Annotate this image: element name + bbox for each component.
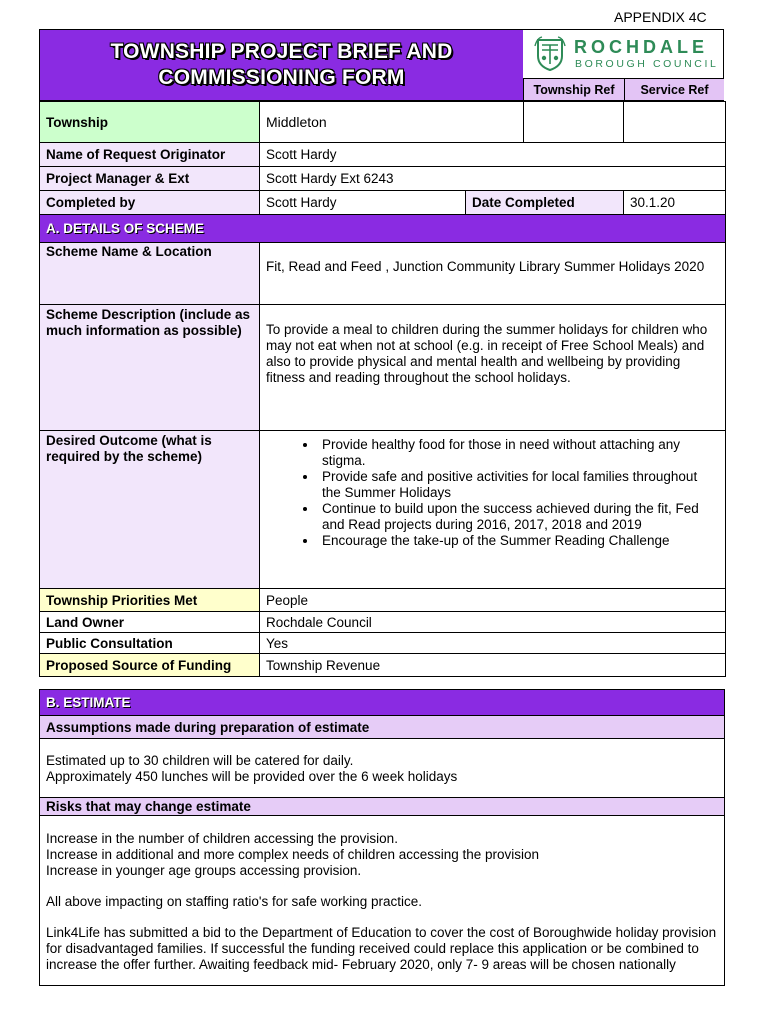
outcome-list-cell bbox=[260, 431, 726, 589]
completed-by-row bbox=[40, 191, 726, 215]
scheme-name-label: Scheme Name & Location bbox=[40, 243, 260, 305]
outcome-label: Desired Outcome (what is required by the scheme) bbox=[40, 431, 260, 589]
risks-paragraph2: All above impacting on staffing ratio's for safe working practice. bbox=[46, 894, 423, 909]
date-completed-value: 30.1.20 bbox=[624, 191, 726, 215]
form-title-line1: TOWNSHIP PROJECT BRIEF AND bbox=[110, 40, 453, 63]
list-item: • Provide healthy food for those in need without attaching any stigma. bbox=[318, 437, 719, 469]
risks-cell bbox=[40, 816, 725, 986]
section-a-heading-row bbox=[40, 215, 726, 243]
assumptions-line2: Approximately 450 lunches will be provided over the 6 week holidays bbox=[46, 769, 458, 784]
originator-row bbox=[40, 143, 726, 167]
priorities-label: Township Priorities Met bbox=[40, 589, 260, 612]
funding-value: Township Revenue bbox=[260, 654, 726, 677]
consultation-value: Yes bbox=[260, 633, 726, 654]
section-b-heading-row bbox=[40, 690, 725, 716]
description-value: To provide a meal to children during the summer holidays for children who may not eat when not at school (e.g. in receipt of Free School Meals) and also to provide physical and mental health and wellbeing by providing fitness and reading throughout the school holidays. bbox=[260, 305, 726, 431]
form-title bbox=[110, 39, 452, 91]
land-owner-row bbox=[40, 612, 726, 633]
logo-name: ROCHDALE bbox=[574, 37, 708, 57]
service-ref-label: Service Ref bbox=[624, 78, 724, 100]
list-item: • Provide safe and positive activities for local families throughout the Summer Holidays bbox=[318, 469, 719, 501]
originator-value: Scott Hardy bbox=[260, 143, 726, 167]
township-row bbox=[40, 102, 726, 143]
township-ref-label: Township Ref bbox=[523, 78, 624, 100]
section-b-heading: B. ESTIMATE bbox=[40, 690, 725, 716]
completed-by-value: Scott Hardy bbox=[260, 191, 466, 215]
outcome-list bbox=[266, 437, 719, 549]
scheme-name-row bbox=[40, 243, 726, 305]
funding-row bbox=[40, 654, 726, 677]
list-item: • Encourage the take-up of the Summer Reading Challenge bbox=[318, 533, 719, 549]
form-header bbox=[39, 29, 724, 101]
manager-row bbox=[40, 167, 726, 191]
risks-line3: Increase in younger age groups accessing provision. bbox=[46, 863, 362, 878]
risks-line1: Increase in the number of children accessing the provision. bbox=[46, 831, 398, 846]
risks-heading: Risks that may change estimate bbox=[40, 798, 725, 816]
manager-label: Project Manager & Ext bbox=[40, 167, 260, 191]
risks-paragraph3: Link4Life has submitted a bid to the Department of Education to cover the cost of Boroughwide holiday provision for disadvantaged families. If successful the funding received could replace this application or be combined to increase the offer further. Awaiting feedback mid- February 2020, only 7- 9 areas will be chosen nationally bbox=[46, 925, 717, 972]
risks-heading-row bbox=[40, 798, 725, 816]
date-completed-label: Date Completed bbox=[466, 191, 624, 215]
form-details-table bbox=[39, 101, 726, 677]
consultation-label: Public Consultation bbox=[40, 633, 260, 654]
priorities-value: People bbox=[260, 589, 726, 612]
title-banner bbox=[40, 30, 523, 100]
land-owner-value: Rochdale Council bbox=[260, 612, 726, 633]
assumptions-cell bbox=[40, 739, 725, 798]
section-a-heading: A. DETAILS OF SCHEME bbox=[40, 215, 726, 243]
assumptions-heading: Assumptions made during preparation of estimate bbox=[40, 716, 725, 739]
appendix-label: APPENDIX 4C bbox=[614, 9, 707, 25]
council-logo bbox=[530, 34, 720, 74]
assumptions-line1: Estimated up to 30 children will be catered for daily. bbox=[46, 753, 354, 768]
rochdale-crest-icon bbox=[534, 36, 566, 72]
scheme-name-value: Fit, Read and Feed , Junction Community Library Summer Holidays 2020 bbox=[260, 243, 726, 305]
funding-label: Proposed Source of Funding bbox=[40, 654, 260, 677]
priorities-row bbox=[40, 589, 726, 612]
assumptions-row bbox=[40, 739, 725, 798]
description-row bbox=[40, 305, 726, 431]
description-label: Scheme Description (include as much information as possible) bbox=[40, 305, 260, 431]
township-label: Township bbox=[40, 102, 260, 143]
assumptions-heading-row bbox=[40, 716, 725, 739]
list-item: • Continue to build upon the success achieved during the fit, Fed and Read projects during 2016, 2017, 2018 and 2019 bbox=[318, 501, 719, 533]
township-ref-value bbox=[524, 102, 624, 143]
logo-subtitle: BOROUGH COUNCIL bbox=[575, 58, 719, 70]
risks-row bbox=[40, 816, 725, 986]
form-title-line2: COMMISSIONING FORM bbox=[158, 66, 405, 89]
manager-value: Scott Hardy Ext 6243 bbox=[260, 167, 726, 191]
estimate-table bbox=[39, 689, 725, 986]
originator-label: Name of Request Originator bbox=[40, 143, 260, 167]
land-owner-label: Land Owner bbox=[40, 612, 260, 633]
completed-by-label: Completed by bbox=[40, 191, 260, 215]
township-value: Middleton bbox=[260, 102, 524, 143]
service-ref-value bbox=[624, 102, 726, 143]
outcome-row bbox=[40, 431, 726, 589]
consultation-row bbox=[40, 633, 726, 654]
risks-line2: Increase in additional and more complex needs of children accessing the provision bbox=[46, 847, 540, 862]
